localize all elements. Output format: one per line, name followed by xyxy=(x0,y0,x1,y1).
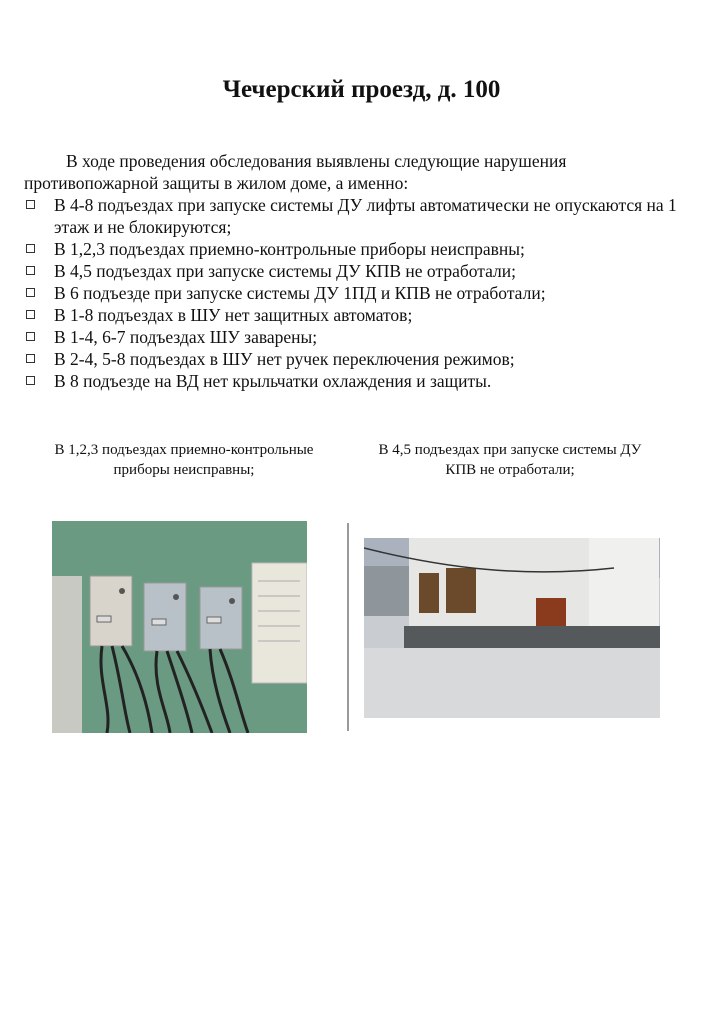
checkbox-bullet-icon xyxy=(26,266,35,275)
checkbox-bullet-icon xyxy=(26,376,35,385)
list-item-text: В 4-8 подъездах при запуске системы ДУ лифты автоматически не опускаются на 1 этаж и не блокируются; xyxy=(54,195,677,237)
list-item-text: В 8 подъезде на ВД нет крыльчатки охлаждения и защиты. xyxy=(54,371,492,391)
page-title: Чечерский проезд, д. 100 xyxy=(222,76,501,103)
caption-right xyxy=(350,440,670,480)
list-item xyxy=(24,304,684,326)
checkbox-bullet-icon xyxy=(26,332,35,341)
rooftop-illustration xyxy=(364,538,660,718)
list-item xyxy=(24,282,684,304)
caption-left-line-2: приборы неисправны; xyxy=(113,462,255,478)
intro-line-1: В ходе проведения обследования выявлены следующие нарушения xyxy=(66,151,567,171)
list-item-text: В 1-4, 6-7 подъездах ШУ заварены; xyxy=(54,327,318,347)
caption-right-line-2: КПВ не отработали; xyxy=(445,462,575,478)
control-panels-illustration xyxy=(52,521,307,733)
list-item xyxy=(24,348,684,370)
list-item-text: В 4,5 подъездах при запуске системы ДУ КПВ не отработали; xyxy=(54,261,516,281)
caption-left xyxy=(28,440,340,480)
caption-left-line-1: В 1,2,3 подъездах приемно-контрольные xyxy=(54,442,314,458)
checkbox-bullet-icon xyxy=(26,354,35,363)
checkbox-bullet-icon xyxy=(26,288,35,297)
list-item-text: В 1,2,3 подъездах приемно-контрольные приборы неисправны; xyxy=(54,239,525,259)
list-item xyxy=(24,238,684,260)
caption-right-line-1: В 4,5 подъездах при запуске системы ДУ xyxy=(378,442,642,458)
photo-control-devices xyxy=(52,521,307,733)
list-item xyxy=(24,370,684,392)
list-item xyxy=(24,194,684,238)
intro-line-2: противопожарной защиты в жилом доме, а именно: xyxy=(24,173,409,193)
intro-paragraph xyxy=(24,150,664,194)
list-item xyxy=(24,326,684,348)
checkbox-bullet-icon xyxy=(26,244,35,253)
photo-rooftop-kpv xyxy=(364,538,660,718)
checkbox-bullet-icon xyxy=(26,200,35,209)
list-item-text: В 6 подъезде при запуске системы ДУ 1ПД и КПВ не отработали; xyxy=(54,283,546,303)
list-item xyxy=(24,260,684,282)
checkbox-bullet-icon xyxy=(26,310,35,319)
photo-divider xyxy=(347,523,349,731)
violations-list xyxy=(24,194,684,392)
list-item-text: В 1-8 подъездах в ШУ нет защитных автоматов; xyxy=(54,305,413,325)
list-item-text: В 2-4, 5-8 подъездах в ШУ нет ручек переключения режимов; xyxy=(54,349,515,369)
